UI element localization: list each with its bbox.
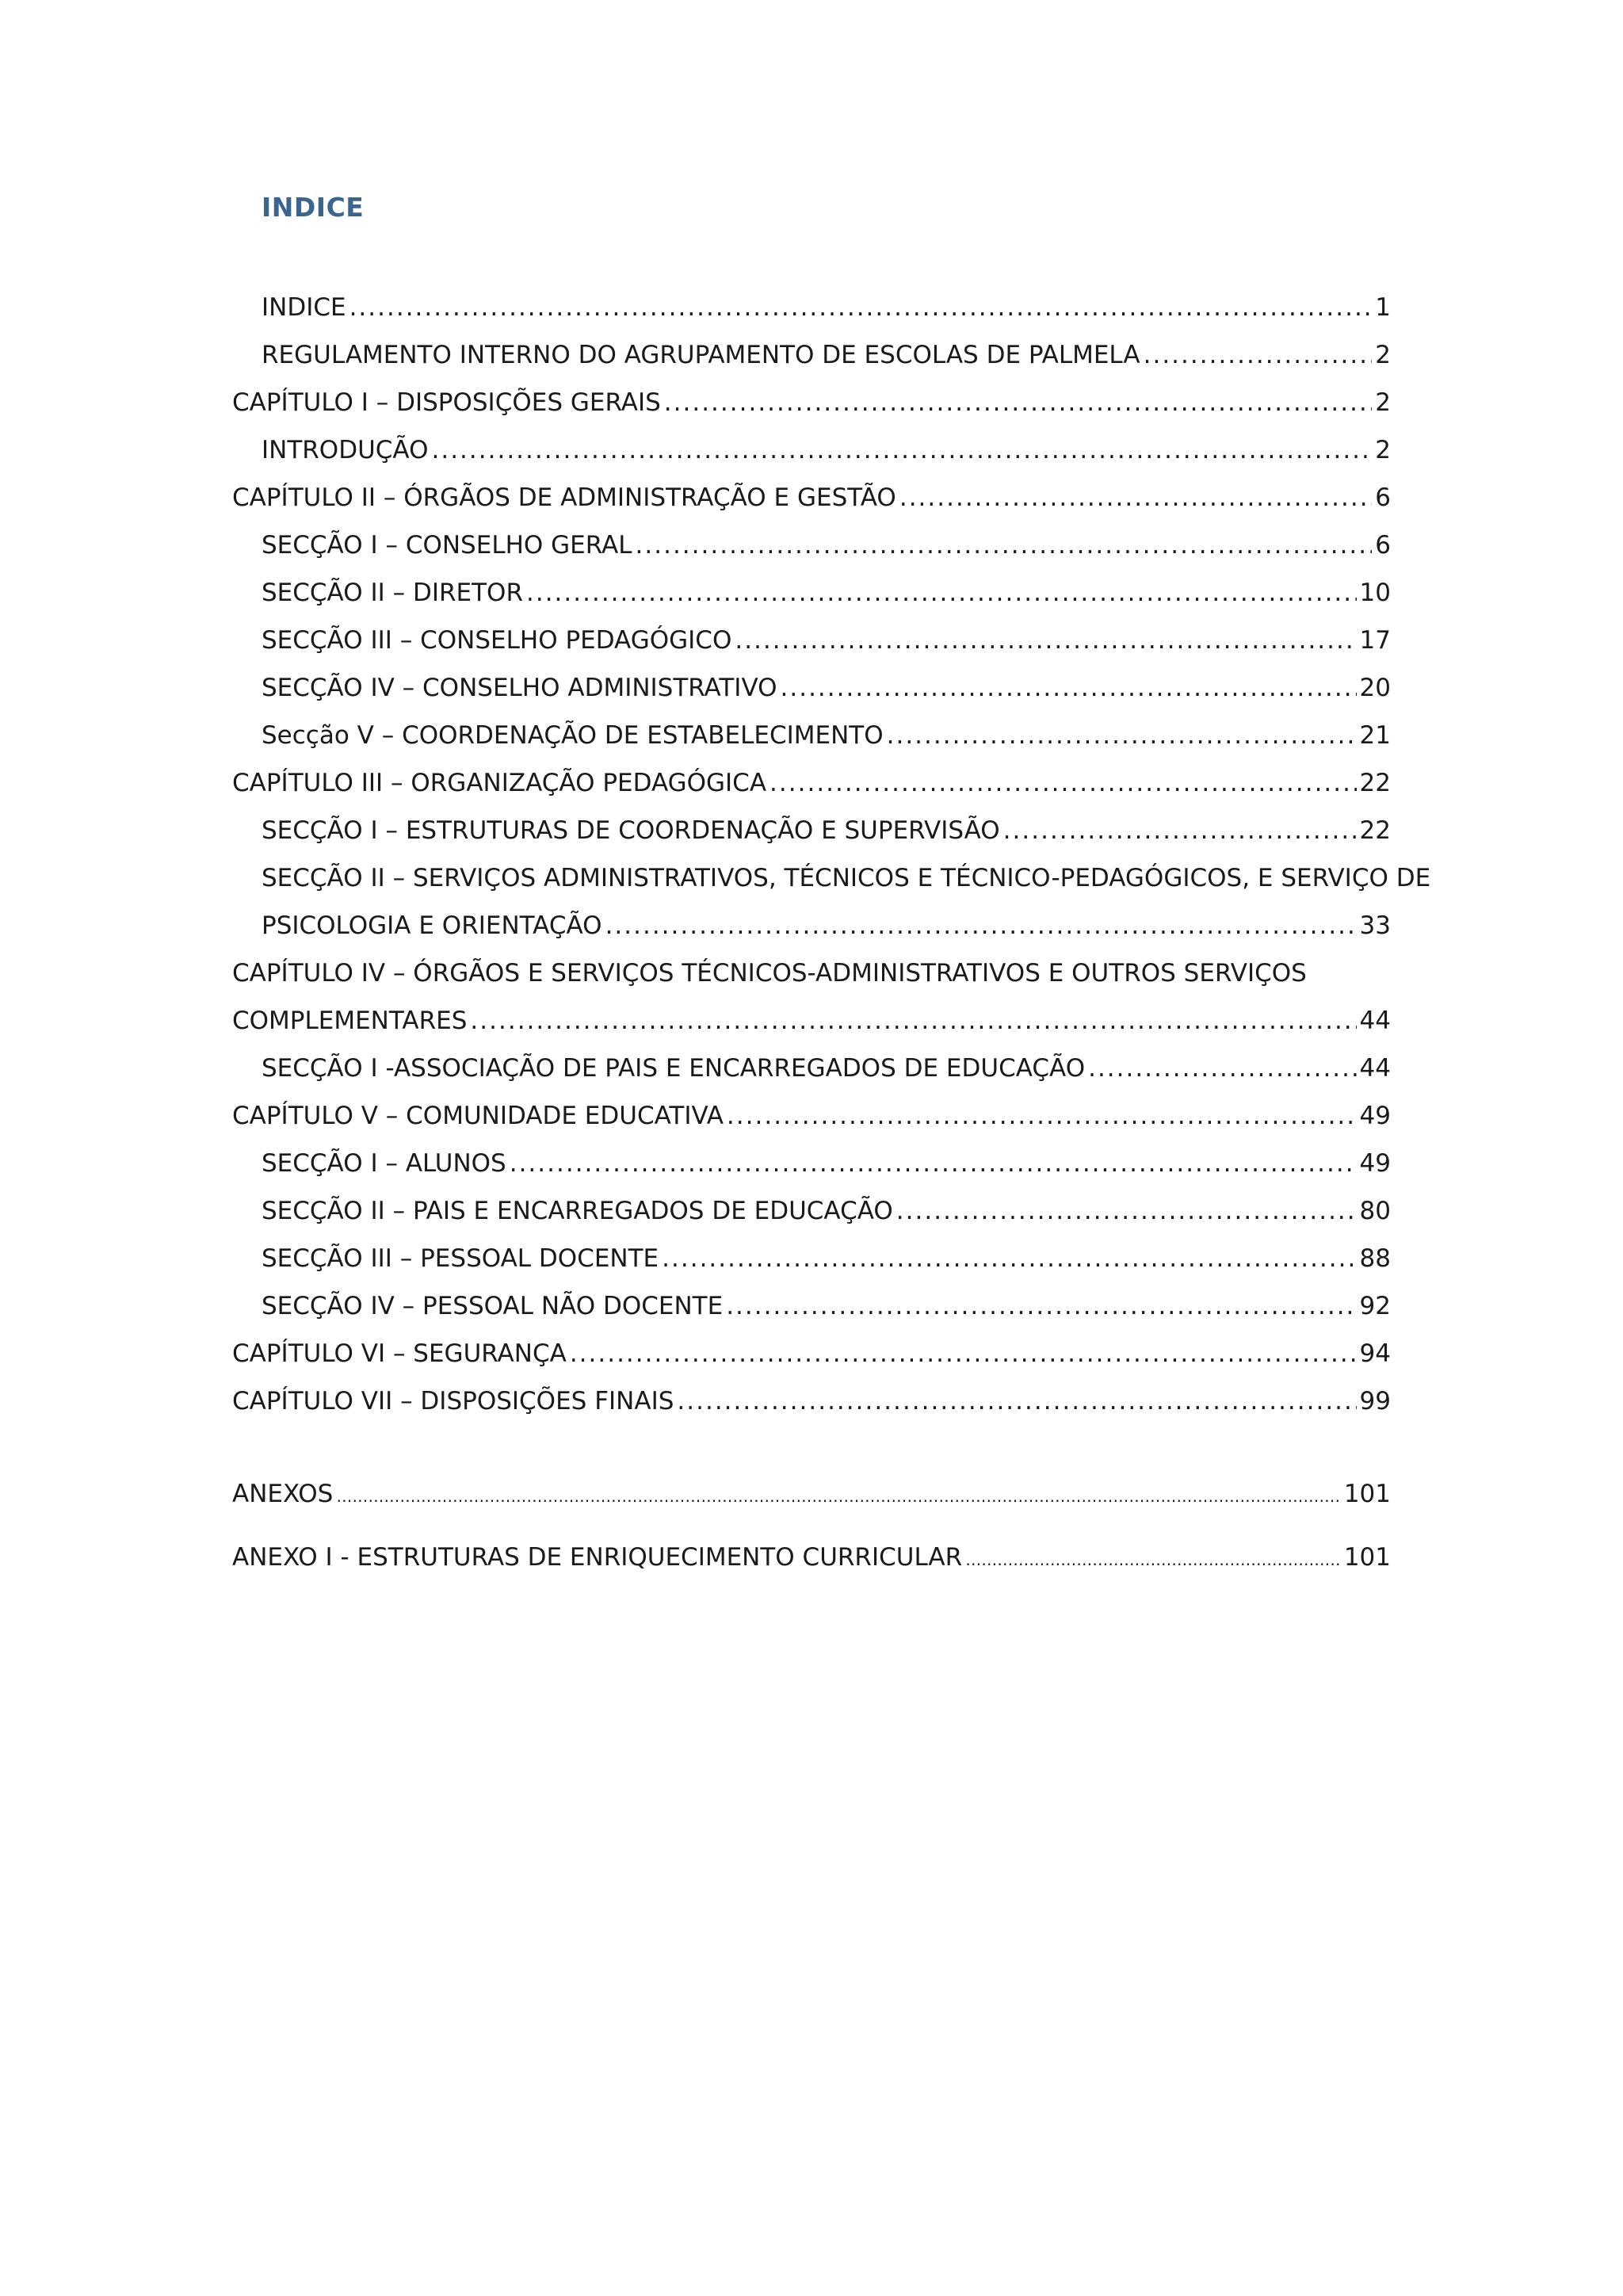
dot-leader <box>896 1187 1357 1235</box>
dot-leader <box>677 1377 1356 1425</box>
toc-entry-page: 1 <box>1375 293 1391 322</box>
dot-leader <box>470 997 1356 1045</box>
toc-entry-label: CAPÍTULO III – ORGANIZAÇÃO PEDAGÓGICA <box>232 769 767 797</box>
toc-entry-label-line1: SECÇÃO II – SERVIÇOS ADMINISTRATIVOS, TÉCNICOS E TÉCNICO-PEDAGÓGICOS, E SERVIÇO DE <box>262 864 1431 892</box>
toc-entry-page: 44 <box>1359 1054 1391 1083</box>
dot-leader <box>1003 807 1357 854</box>
toc-entry-page: 44 <box>1359 1007 1391 1035</box>
toc-entry[interactable] <box>232 331 1391 379</box>
dot-leader <box>1144 331 1373 379</box>
toc-entry-label: CAPÍTULO I – DISPOSIÇÕES GERAIS <box>232 388 661 417</box>
toc-entry-page: 92 <box>1359 1292 1391 1320</box>
dot-leader <box>781 664 1357 712</box>
toc-entry[interactable] <box>232 854 1431 949</box>
toc-entry-page: 22 <box>1359 816 1391 845</box>
toc-entry-label: INTRODUÇÃO <box>262 436 429 464</box>
toc-heading: INDICE <box>262 192 365 223</box>
toc-entry-label-line1: CAPÍTULO IV – ÓRGÃOS E SERVIÇOS TÉCNICOS-ADMINISTRATIVOS E OUTROS SERVIÇOS <box>232 959 1307 988</box>
toc-entry-label: SECÇÃO III – CONSELHO PEDAGÓGICO <box>262 626 732 655</box>
toc-entry-page: 49 <box>1359 1149 1391 1178</box>
toc-entry-label: SECÇÃO I -ASSOCIAÇÃO DE PAIS E ENCARREGADOS DE EDUCAÇÃO <box>262 1054 1086 1083</box>
toc-entry-page: 21 <box>1359 721 1391 750</box>
dot-leader <box>662 1235 1356 1282</box>
dot-leader <box>636 521 1373 569</box>
toc-entry-page: 10 <box>1359 579 1391 607</box>
section-spacer <box>232 1425 1391 1466</box>
dot-leader <box>570 1330 1357 1377</box>
toc-entry-label: SECÇÃO II – PAIS E ENCARREGADOS DE EDUCAÇÃO <box>262 1197 893 1225</box>
toc-entry[interactable] <box>232 426 1391 474</box>
toc-entry[interactable] <box>232 1187 1391 1235</box>
toc-entry-label: CAPÍTULO VI – SEGURANÇA <box>232 1339 567 1368</box>
dot-leader <box>664 379 1372 426</box>
toc-entry[interactable] <box>232 1092 1391 1140</box>
toc-entry-page: 22 <box>1359 769 1391 797</box>
toc-entry-label: SECÇÃO I – ESTRUTURAS DE COORDENAÇÃO E SUPERVISÃO <box>262 816 1000 845</box>
toc-entry-label: ANEXO I - ESTRUTURAS DE ENRIQUECIMENTO CURRICULAR <box>232 1543 963 1572</box>
toc-annex-entry[interactable] <box>232 1466 1391 1530</box>
toc-entry[interactable] <box>232 1377 1391 1425</box>
toc-entry[interactable] <box>232 759 1391 807</box>
dot-leader <box>349 284 1373 331</box>
toc-entry-label: SECÇÃO IV – CONSELHO ADMINISTRATIVO <box>262 674 777 702</box>
toc-entry-page: 2 <box>1375 436 1391 464</box>
dot-leader <box>510 1140 1357 1187</box>
dot-leader <box>727 1092 1357 1140</box>
toc-entry-page: 99 <box>1359 1387 1391 1415</box>
toc-entry-page: 101 <box>1343 1543 1391 1572</box>
toc-entry[interactable] <box>232 1330 1391 1377</box>
toc-entry-label-line2: PSICOLOGIA E ORIENTAÇÃO <box>262 911 602 940</box>
toc-entry-page: 49 <box>1359 1102 1391 1130</box>
dot-leader <box>336 1469 1341 1524</box>
dot-leader <box>431 426 1372 474</box>
toc-entry-page: 94 <box>1359 1339 1391 1368</box>
dot-leader <box>899 474 1372 521</box>
toc-entry-label: REGULAMENTO INTERNO DO AGRUPAMENTO DE ESCOLAS DE PALMELA <box>262 341 1140 369</box>
toc-entry[interactable] <box>232 1045 1391 1092</box>
toc-entry-page: 6 <box>1375 531 1391 560</box>
toc-entry-label: CAPÍTULO V – COMUNIDADE EDUCATIVA <box>232 1102 724 1130</box>
toc-entry-label: CAPÍTULO VII – DISPOSIÇÕES FINAIS <box>232 1387 674 1415</box>
dot-leader <box>1088 1045 1356 1092</box>
toc-entry[interactable] <box>232 474 1391 521</box>
toc-entry-label-line2: COMPLEMENTARES <box>232 1007 468 1035</box>
toc-entry[interactable] <box>232 712 1391 759</box>
toc-entry[interactable] <box>232 521 1391 569</box>
toc-entry-page: 17 <box>1359 626 1391 655</box>
table-of-contents <box>232 284 1431 1593</box>
toc-entry-label: Secção V – COORDENAÇÃO DE ESTABELECIMENTO <box>262 721 884 750</box>
toc-entry-page: 2 <box>1375 341 1391 369</box>
toc-entry-page: 101 <box>1343 1480 1391 1508</box>
dot-leader <box>887 712 1357 759</box>
dot-leader <box>735 617 1356 664</box>
dot-leader <box>965 1532 1341 1587</box>
toc-annex-entry[interactable] <box>232 1530 1391 1593</box>
toc-entry-label: CAPÍTULO II – ÓRGÃOS DE ADMINISTRAÇÃO E GESTÃO <box>232 483 896 512</box>
toc-entry-page: 80 <box>1359 1197 1391 1225</box>
toc-entry[interactable] <box>232 1282 1391 1330</box>
toc-entry[interactable] <box>232 617 1391 664</box>
toc-entry-label: SECÇÃO III – PESSOAL DOCENTE <box>262 1244 659 1273</box>
toc-entry-page: 6 <box>1375 483 1391 512</box>
dot-leader <box>726 1282 1356 1330</box>
dot-leader <box>769 759 1357 807</box>
toc-entry-label: SECÇÃO II – DIRETOR <box>262 579 523 607</box>
toc-entry-label: INDICE <box>262 293 346 322</box>
toc-entry[interactable] <box>232 1140 1391 1187</box>
toc-entry-page: 20 <box>1359 674 1391 702</box>
toc-entry-page: 33 <box>1359 911 1391 940</box>
toc-entry-label: SECÇÃO IV – PESSOAL NÃO DOCENTE <box>262 1292 724 1320</box>
toc-entry[interactable] <box>232 284 1391 331</box>
dot-leader <box>526 569 1357 617</box>
toc-entry[interactable] <box>232 1235 1391 1282</box>
toc-entry-label: SECÇÃO I – ALUNOS <box>262 1149 506 1178</box>
dot-leader <box>605 902 1357 949</box>
toc-entry[interactable] <box>232 379 1391 426</box>
toc-entry[interactable] <box>232 807 1391 854</box>
toc-entry[interactable] <box>232 569 1391 617</box>
toc-entry-page: 88 <box>1359 1244 1391 1273</box>
toc-entry-label: ANEXOS <box>232 1480 334 1508</box>
toc-entry-label: SECÇÃO I – CONSELHO GERAL <box>262 531 632 560</box>
toc-entry[interactable] <box>232 664 1391 712</box>
toc-entry[interactable] <box>232 949 1391 1045</box>
toc-entry-page: 2 <box>1375 388 1391 417</box>
